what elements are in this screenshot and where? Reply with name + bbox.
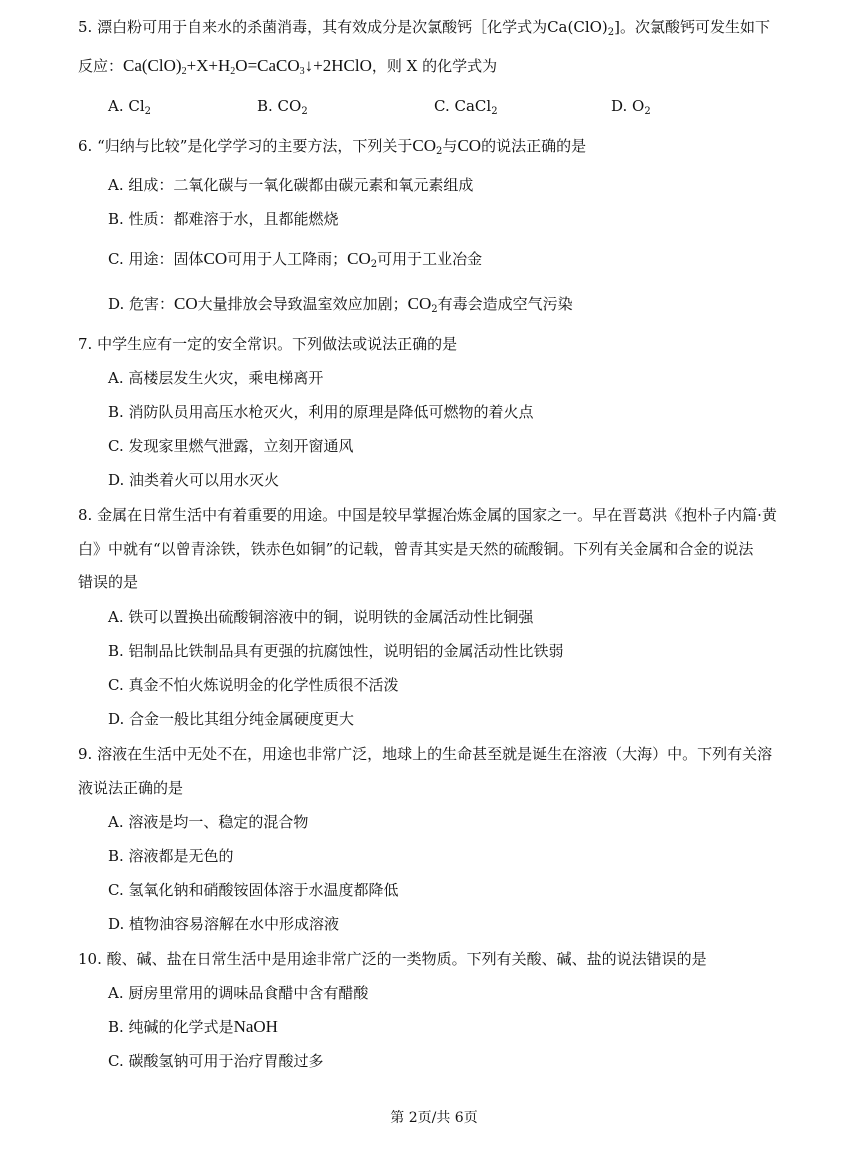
q7-stem: 7. 中学生应有一定的安全常识。下列做法或说法正确的是: [78, 335, 458, 353]
q8-option-c: C. 真金不怕火炼说明金的化学性质很不活泼: [108, 676, 399, 694]
q9-option-d: D. 植物油容易溶解在水中形成溶液: [108, 915, 340, 933]
q5-stem-line2: [78, 55, 497, 83]
q10-stem: 10. 酸、碱、盐在日常生活中是用途非常广泛的一类物质。下列有关酸、碱、盐的说法错误的是: [78, 950, 707, 968]
q5-question-text: ，则 X 的化学式为: [371, 57, 498, 75]
q7-option-a: A. 高楼层发生火灾，乘电梯离开: [108, 369, 324, 387]
q5-subscript: 2: [607, 27, 615, 38]
q7-option-b: B. 消防队员用高压水枪灭火，利用的原理是降低可燃物的着火点: [108, 403, 534, 421]
q7-option-d: D. 油类着火可以用水灭火: [108, 471, 280, 489]
q7-option-c: C. 发现家里燃气泄露，立刻开窗通风: [108, 437, 354, 455]
q9-option-c: C. 氢氧化钠和硝酸铵固体溶于水温度都降低: [108, 881, 399, 899]
q5-option-d: D. $O_2$: [611, 97, 651, 117]
q5-stem-text: 5. 漂白粉可用于自来水的杀菌消毒，其有效成分是次氯酸钙［化学式为Ca(ClO): [78, 18, 608, 36]
q6-option-c: C. 用途：固体CO可用于人工降雨；$CO_2$可用于工业冶金: [108, 249, 483, 270]
q8-stem-line1: 8. 金属在日常生活中有着重要的用途。中国是较早掌握冶炼金属的国家之一。早在晋葛洪《抱朴子内篇·黄: [78, 506, 777, 524]
q5-equation: $Ca(ClO)_2+X+H_2O=CaCO_3↓+2HClO$: [123, 56, 372, 77]
q10-option-b: B. 纯碱的化学式是NaOH: [108, 1017, 278, 1036]
q8-option-d: D. 合金一般比其组分纯金属硬度更大: [108, 710, 355, 728]
q9-stem-line1: 9. 溶液在生活中无处不在，用途也非常广泛，地球上的生命甚至就是诞生在溶液（大海）中。下列有关溶: [78, 745, 773, 763]
q8-stem-line3: 错误的是: [78, 573, 139, 591]
q6-option-a: A. 组成：二氧化碳与一氧化碳都由碳元素和氧元素组成: [108, 176, 474, 194]
q5-option-c: C. CaCl$_2$: [434, 97, 498, 117]
q10-option-c: C. 碳酸氢钠可用于治疗胃酸过多: [108, 1052, 324, 1070]
q9-stem-line2: 液说法正确的是: [78, 779, 184, 797]
q5-option-b: B. $CO_2$: [257, 97, 308, 117]
q6-option-d: D. 危害：CO大量排放会导致温室效应加剧；$CO_2$有毒会造成空气污染: [108, 294, 573, 315]
q6-stem: 6. “归纳与比较”是化学学习的主要方法，下列关于$CO_2$与CO的说法正确的是: [78, 136, 587, 157]
q8-option-b: B. 铝制品比铁制品具有更强的抗腐蚀性，说明铝的金属活动性比铁弱: [108, 642, 564, 660]
q5-stem-text-end: ]。次氯酸钙可发生如下: [614, 18, 771, 36]
q8-option-a: A. 铁可以置换出硫酸铜溶液中的铜，说明铁的金属活动性比铜强: [108, 608, 534, 626]
page-number: 第 2页/共 6页: [390, 1110, 478, 1126]
q6-option-b: B. 性质：都难溶于水，且都能燃烧: [108, 210, 339, 228]
q10-option-a: A. 厨房里常用的调味品食醋中含有醋酸: [108, 984, 369, 1002]
q8-stem-line2: 白》中就有“以曾青涂铁，铁赤色如铜”的记载，曾青其实是天然的硫酸铜。下列有关金属和合金的说法: [78, 540, 754, 558]
q9-option-b: B. 溶液都是无色的: [108, 847, 234, 865]
q5-reaction-label: 反应：: [78, 57, 124, 75]
q9-option-a: A. 溶液是均一、稳定的混合物: [108, 813, 309, 831]
q5-stem-line1: [78, 16, 770, 44]
q5-option-a: A. $Cl_2$: [108, 97, 152, 117]
